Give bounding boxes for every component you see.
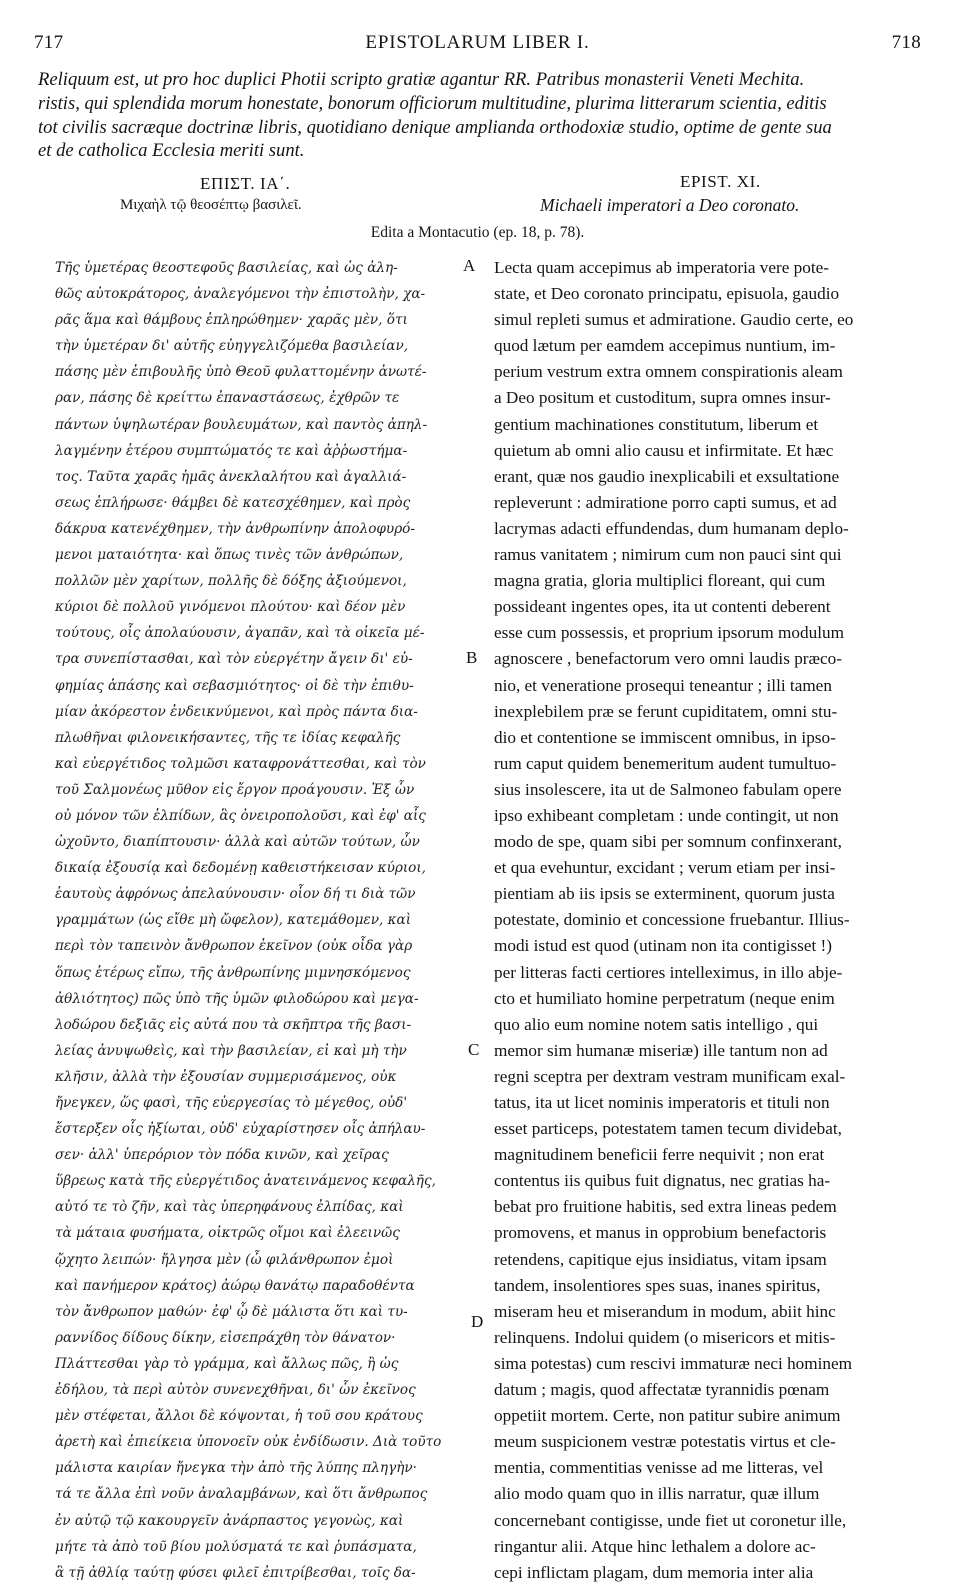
greek-text-line: γραμμάτων (ὡς εἴθε μὴ ὤφελον), κατεμάθομεν, καὶ [55,912,412,929]
latin-text-line: tandem, insolentiores spes suas, inanes spiritus, [494,1275,821,1295]
latin-text-line: per litteras facti certiores intelleximus, in illo abje- [494,962,843,982]
latin-text-line: bebat pro fruitione habitis, sed extra lineas pedem [494,1197,837,1217]
latin-text-line: contentus iis quibus fuit dignatus, nec gratias ha- [494,1171,831,1191]
latin-text-line: sima potestas) cum rescivi immaturæ neci hominem [494,1353,852,1373]
greek-text-line: ἔστερξεν οἷς ἠξίωται, οὐδ' εὐχαρίστησεν οἷς ἀπήλαυ- [55,1121,426,1138]
latin-text-line: regni sceptra per dextram vestram munificam exal- [494,1066,846,1086]
latin-text-line: oppetiit mortem. Certe, non patitur subire animum [494,1406,841,1426]
latin-text-line: promovens, et manus in opprobium benefactoris [494,1223,827,1243]
intro-line: et de catholica Ecclesia meriti sunt. [38,140,305,162]
latin-text-line: possideant ingentes opes, ita ut contenti deberent [494,597,831,617]
greek-text-line: τὸν ἄνθρωπον μαθών· ἐφ' ᾧ δὲ μάλιστα ὅτι καὶ τυ- [55,1303,408,1320]
greek-text-line: λοδώρου δεξιᾶς εἰς αὐτά που τὰ σκῆπτρα τῆς βασι- [55,1016,412,1033]
greek-text-line: ὕβρεως κατὰ τῆς εὐεργέτιδος ἀνατεινάμενος κεφαλῆς, [55,1173,436,1190]
latin-text-line: agnoscere , benefactorum vero omni laudis præco- [494,649,842,669]
latin-text-line: quietum ab omni alio causu et infirmitate. Et hæc [494,440,834,460]
latin-column [494,255,926,1586]
greek-text-line: μίαν ἀκόρεστον ἐνδεικνύμενοι, καὶ πρὸς πάντα δια- [55,703,418,720]
greek-text-line: ἃ τῇ ἀθλίᾳ ταύτῃ φύσει φιλεῖ ἐπιτρίβεσθαι, τοῖς δα- [55,1564,416,1581]
page-number-right: 718 [891,32,921,53]
greek-text-line: μήτε τὰ ἀπὸ τοῦ βίου μολύσματά τε καὶ ῥυπάσματα, [55,1538,417,1555]
edition-note: Edita a Montacutio (ep. 18, p. 78). [370,224,585,241]
latin-text-line: dio et contentione se immiscent omnibus, in ipso- [494,727,836,747]
greek-text-line: πολλῶν μὲν χαρίτων, πολλῆς δὲ δόξης ἀξιούμενοι, [55,573,407,590]
latin-text-line: magna gratia, gloria multiplici floreant, qui cum [494,571,826,591]
greek-text-line: κλῆσιν, ἀλλὰ τὴν ἐξουσίαν συμμερισάμενος, οὐκ [55,1068,397,1085]
greek-text-line: τὰ μάταια φυσήματα, οἰκτρῶς οἴμοι καὶ ἐλεεινῶς [55,1225,400,1242]
greek-text-line: λαγμένην ἑτέρου συμπτώματός τε καὶ ἀῤῥωστήμα- [55,442,408,459]
greek-text-line: ὅπως ἑτέρως εἴπω, τῆς ἀνθρωπίνης μιμνησκόμενος [55,964,411,981]
greek-text-line: ραννίδος δίδους δίκην, εἰσεπράχθη τὸν θάνατον· [55,1329,396,1346]
greek-text-line: αὐτό τε τὸ ζῆν, καὶ τὰς ὑπερηφάνους ἐλπίδας, καὶ [55,1199,404,1216]
greek-text-line: ρᾶς ἅμα καὶ θάμβους ἐπληρώθημεν· χαρᾶς μὲν, ὅτι [55,312,408,329]
latin-text-line: et qua evehuntur, excidant ; verum etiam per insi- [494,858,836,878]
latin-text-line: esse cum possessis, et proprium ipsorum modulum [494,623,844,643]
intro-line: ristis, qui splendida morum honestate, bonorum officiorum multitudine, plurima litterarum scientia, editis [38,92,827,114]
latin-text-line: miseram heu et miserandum in modum, abiit hinc [494,1301,836,1321]
running-title: EPISTOLARUM LIBER I. [365,32,590,53]
greek-text-line: πάντων ὑψηλωτέραν βουλευμάτων, καὶ παντὸς ἀπηλ- [55,416,428,433]
latin-text-line: magnitudinem beneficii ferre nequivit ; non erat [494,1145,825,1165]
greek-text-line: καὶ πανήμερον κράτος) ἀώρῳ θανάτῳ παραδοθέντα [55,1277,415,1294]
latin-text-line: erant, quæ nos gaudio inexplicabili et exsultatione [494,466,840,486]
latin-text-line: simul repleti sumus et admiratione. Gaudio certe, eo [494,310,854,330]
latin-text-line: esset particeps, potestatem tamen tecum dividebat, [494,1119,842,1139]
greek-text-line: μενοι ματαιότητα· καὶ ὅπως τινὲς τῶν ἀνθρώπων, [55,547,404,564]
margin-marker-a: A [463,256,476,275]
greek-text-line: ἀθλιότητος) πῶς ὑπὸ τῆς ὑμῶν φιλοδώρου καὶ μεγα- [55,990,419,1007]
latin-text-line: Lecta quam accepimus ab imperatoria vere pote- [494,258,829,277]
greek-epistle-address: Μιχαὴλ τῷ θεοσέπτῳ βασιλεῖ. [120,197,302,213]
margin-marker-b: B [466,648,478,667]
latin-text-line: state, et Deo coronato principatu, episuola, gaudio [494,284,840,304]
greek-text-line: Τῆς ὑμετέρας θεοστεφοῦς βασιλείας, καὶ ὡς ἀλη- [55,260,398,276]
latin-text-line: repleverunt : admiratione porro capti sumus, et ad [494,492,837,512]
latin-text-line: ipso exhibeant completam : unde contingit, ut non [494,805,839,825]
greek-text-line: ἐν αὐτῷ τῷ κακουργεῖν ἀνάρπαστος γεγονὼς, καὶ [55,1512,404,1529]
greek-text-line: ἀρετὴ καὶ ἐπιείκεια ὑπονοεῖν οὐκ ἐνδίδωσιν. Διὰ τοῦτο [55,1434,442,1451]
latin-text-line: cto et humiliato homine perpetratum (neque enim [494,988,835,1008]
greek-text-line: ἐδήλου, τὰ περὶ αὐτὸν συνενεχθῆναι, δι' ὧν ἐκεῖνος [55,1382,416,1399]
greek-text-line: σεν· ἀλλ' ὑπερόριον τὸν πόδα κινῶν, καὶ χεῖρας [55,1147,389,1164]
greek-text-line: καὶ εὐεργέτιδος τολμῶσι καταφρονάττεσθαι, καὶ τὸν [55,755,426,772]
greek-text-line: φημίας ἁπάσης καὶ σεβασμιότητος· οἱ δὲ τὴν ἐπιθυ- [55,677,414,694]
latin-text-line: sius insolescere, ita ut de Salmoneo fabulam opere [494,779,842,799]
greek-text-line: σεως ἐπλήρωσε· θάμβει δὲ κατεσχέθημεν, καὶ πρὸς [55,494,411,511]
greek-text-line: πλωθῆναι φιλονεικήσαντες, τῆς τε ἰδίας κεφαλῆς [55,729,401,746]
greek-text-line: ραν, πάσης δὲ κρείττω ἐπαναστάσεως, ἐχθρῶν τε [55,390,400,407]
greek-text-line: τά τε ἄλλα ἐπὶ νοῦν ἀναλαμβάνων, καὶ ὅτι ἄνθρωπος [55,1486,428,1503]
latin-text-line: modo de spe, quam sibi per somnum confinxerant, [494,832,842,852]
latin-text-line: rum caput quidem benemeritum audent tumultuo- [494,753,837,773]
latin-text-line: pientiam ab iis ipsis se exterminent, quorum justa [494,884,835,904]
latin-text-line: cepi inflictam plagam, dum memoria inter alia [494,1562,814,1582]
greek-text-line: λείας ἀνυψωθεὶς, καὶ τὴν βασιλείαν, εἰ καὶ μὴ τὴν [55,1042,407,1059]
greek-text-line: ἤνεγκεν, ὥς φασὶ, τῆς εὐεργεσίας τὸ μέγεθος, οὐδ' [55,1095,408,1111]
running-head [34,32,921,58]
latin-text-line: lacrymas adacti effundendas, dum humanam deplo- [494,518,849,538]
latin-text-line: alio modo quam quo in illis narratur, quæ illum [494,1484,820,1504]
latin-text-line: potestate, dominio et concessione fruebantur. Illius- [494,910,850,930]
greek-text-line: Πλάττεσθαι γὰρ τὸ γράμμα, καὶ ἄλλως πῶς, ἢ ὡς [55,1355,399,1372]
greek-text-line: πάσης μὲν ἐπιβουλῆς ὑπὸ Θεοῦ φυλαττομένην ἀνωτέ- [55,364,427,381]
latin-text-line: ramus vanitatem ; nimirum cum non pauci sint qui [494,545,842,565]
greek-text-line: θῶς αὐτοκράτορος, ἀναλεγόμενοι τὴν ἐπιστολὴν, χα- [55,286,426,303]
greek-text-line: ὠχοῦντο, διαπίπτουσιν· ἀλλὰ καὶ αὐτῶν τούτων, ὧν [55,834,420,851]
greek-text-line: τρα συνεπίστασθαι, καὶ τὸν εὐεργέτην ἄγειν δι' εὐ- [55,651,413,668]
latin-text-line: mentia, commentitias venisse ad me litteras, vel [494,1458,824,1478]
greek-text-line: δάκρυα κατενέχθημεν, τὴν ἀνθρωπίνην ἀπολοφυρό- [55,520,415,537]
margin-marker-c: C [468,1040,480,1059]
latin-text-line: a Deo positum et custoditum, supra omnes insur- [494,388,831,408]
latin-text-line: modi istud est quod (utinam non ita contigisset !) [494,936,832,956]
latin-text-line: quo alio eum nomine notem satis intelligo , qui [494,1014,819,1034]
latin-text-line: inexplebilem præ se ferunt cupiditatem, omni stu- [494,701,838,721]
greek-text-line: μὲν στέφεται, ἄλλοι δὲ κόψονται, ἡ τοῦ σου κράτους [55,1408,423,1425]
margin-marker-d: D [471,1312,484,1331]
intro-line: Reliquum est, ut pro hoc duplici Photii scripto gratiæ agantur RR. Patribus monasterii Veneti Mechita. [38,69,805,90]
greek-text-line: τούτους, οἷς ἀπολαύουσιν, ἀγαπᾶν, καὶ τὰ οἰκεῖα μέ- [55,625,425,642]
latin-epistle-address: Michaeli imperatori a Deo coronato. [540,195,800,215]
greek-text-line: περὶ τὸν ταπεινὸν ἄνθρωπον ἐκεῖνον (οὐκ οἶδα γὰρ [55,938,413,955]
greek-text-line: μάλιστα καιρίαν ἤνεγκα τὴν ἀπὸ τῆς λύπης πληγὴν· [55,1460,417,1477]
latin-text-line: nio, et veneratione prosequi teneantur ; illi tamen [494,675,832,695]
latin-text-line: meum suspicionem vestræ potestatis virtus et cle- [494,1432,836,1452]
latin-text-line: gentium machinationes constitutum, liberum et [494,414,819,434]
greek-column [55,255,460,1586]
latin-text-line: quod lætum per eamdem accepimus nuntium, im- [494,336,836,356]
latin-text-line: perium vestrum extra omnem conspirationis aleam [494,362,843,382]
latin-text-line: retendens, capitique ejus insidiatus, vitam ipsam [494,1249,827,1269]
latin-text-line: ringantur alii. Atque hinc lethalem a dolore ac- [494,1536,816,1556]
greek-text-line: τοῦ Σαλμονέως μῦθον εἰς ἔργον προάγουσιν. Ἐξ ὧν [55,781,415,798]
greek-text-line: οὐ μόνον τῶν ἐλπίδων, ἃς ὀνειροπολοῦσι, καὶ ἐφ' αἷς [55,807,426,824]
latin-text-line: tatus, ita ut licet nominis imperatoris et tituli non [494,1093,830,1112]
greek-text-line: ᾤχητο λειπών· ἤλγησα μὲν (ὦ φιλάνθρωπον ἐμοὶ [55,1251,394,1268]
page-number-left: 717 [34,32,64,53]
latin-text-line: datum ; magis, quod affectatæ tyrannidis pœnam [494,1380,830,1400]
greek-text-line: ἑαυτοὺς ἀφρόνως ἀπελαύνουσιν· οἷον δή τι διὰ τῶν [55,886,416,903]
greek-text-line: τος. Ταῦτα χαρᾶς ἡμᾶς ἀνεκλαλήτου καὶ ἀγαλλιά- [55,468,407,485]
intro-line: tot civilis sacræque doctrinæ libris, quotidiano denique amplianda orthodoxiæ studio, optime de gente sua [38,116,832,138]
intro-paragraph [38,68,928,163]
greek-text-line: κύριοι δὲ πολλοῦ γινόμενοι πλούτου· καὶ δέον μὲν [55,599,406,616]
latin-epistle-number: EPIST. XI. [680,172,761,191]
greek-text-line: τὴν ὑμετέραν δι' αὐτῆς εὐηγγελιζόμεθα βασιλείαν, [55,338,409,355]
greek-epistle-number: ΕΠΙΣΤ. ΙΑ΄. [200,174,291,193]
latin-text-line: relinquens. Indolui quidem (o misericors et mitis- [494,1327,836,1347]
latin-text-line: memor sim humanæ miseriæ) ille tantum non ad [494,1040,828,1060]
greek-text-line: δικαίᾳ ἐξουσίᾳ καὶ δεδομένῃ καθειστήκεισαν κύριοι, [55,860,426,877]
latin-text-line: concernebant contigisse, unde fiet ut coronetur ille, [494,1510,847,1530]
